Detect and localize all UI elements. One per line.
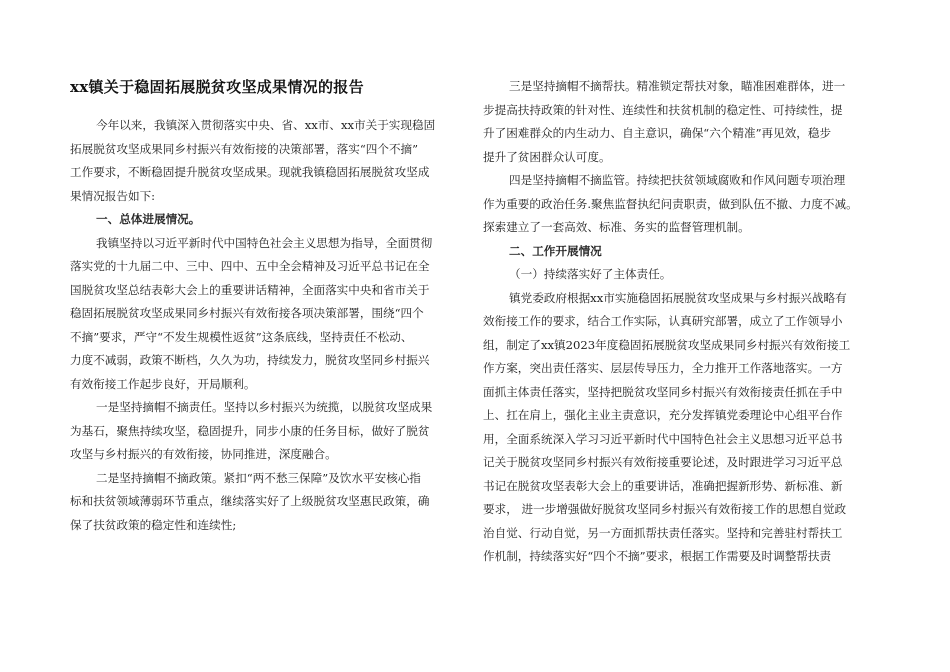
text-line: 上、扛在肩上，强化主业主责意识，充分发挥镇党委理论中心组平台作: [483, 408, 843, 422]
section-heading: 一、总体进展情况。: [96, 212, 201, 226]
text-line: 国脱贫攻坚总结表彰大会上的重要讲话精神，全面落实中央和省市关于: [70, 282, 430, 297]
text-line: 组，制定了xx镇2023年度稳固拓展脱贫攻坚成果同乡村振兴有效衔接工: [483, 337, 851, 352]
text-line: 效衔接工作的要求，结合工作实际，认真研究部署，成立了工作领导小: [483, 314, 843, 328]
text-line: 镇党委政府根据xx市实施稳固拓展脱贫攻坚成果与乡村振兴战略有: [509, 290, 847, 305]
right-body-text: [483, 75, 863, 569]
text-line: 作为重要的政治任务.聚焦监督执纪问责职责，做到队伍不撤、力度不减。: [483, 196, 858, 211]
text-line: 记关于脱贫攻坚同乡村振兴有效衔接重要论述，及时跟进学习习近平总: [483, 455, 843, 469]
text-line: 工作要求，不断稳固提升脱贫攻坚成果。现就我镇稳固拓展脱贫攻坚成: [70, 165, 430, 179]
text-line: 步提高扶持政策的针对性、连续性和扶贫机制的稳定性、可持续性，提: [483, 102, 843, 117]
text-line: 要求， 进一步增强做好脱贫攻坚同乡村振兴有效衔接工作的思想自觉政: [483, 502, 847, 516]
text-line: 力度不减弱，政策不断档，久久为功，持续发力，脱贫攻坚同乡村振兴: [70, 353, 430, 367]
text-line: 稳固拓展脱贫攻坚成果同乡村振兴有效衔接各项决策部署，围绕“四个: [70, 306, 424, 320]
text-line: 二是坚持摘帽不摘政策。紧扣“两不愁三保障”及饮水平安核心指: [96, 470, 421, 485]
text-line: 我镇坚持以习近平新时代中国特色社会主义思想为指导，全面贯彻: [96, 235, 433, 250]
text-line: 今年以来，我镇深入贯彻落实中央、省、xx市、xx市关于实现稳固: [96, 118, 436, 132]
text-line: 三是坚持摘帽不摘帮扶。精准锁定帮扶对象，瞄准困难群体，进一: [509, 79, 846, 93]
text-line: 书记在脱贫攻坚表彰大会上的重要讲话，准确把握新形势、新标准、新: [483, 478, 843, 493]
text-line: 拓展脱贫攻坚成果同乡村振兴有效衔接的决策部署，落实“四个不摘”: [70, 141, 419, 156]
text-line: （一）持续落实好了主体责任。: [509, 267, 672, 281]
text-line: 提升了贫困群众认可度。: [483, 149, 611, 164]
section-heading: 二、工作开展情况: [509, 243, 602, 258]
text-line: 为基石，聚焦持续攻坚，稳固提升，同步小康的任务目标，做好了脱贫: [70, 423, 430, 438]
text-line: 用，全面系统深入学习习近平新时代中国特色社会主义思想习近平总书: [483, 431, 843, 446]
text-line: 探索建立了一套高效、标准、务实的监督管理机制。: [483, 220, 750, 234]
text-line: 四是坚持摘帽不摘监管。持续把扶贫领域腐败和作风问题专项治理: [509, 173, 846, 187]
report-title: xx镇关于稳固拓展脱贫攻坚成果情况的报告: [70, 78, 364, 96]
text-line: 治自觉、行动自觉，另一方面抓帮扶责任落实。坚持和完善驻村帮扶工: [483, 525, 843, 540]
left-body-text: [70, 114, 450, 537]
text-line: 标和扶贫领域薄弱环节重点，继续落实好了上级脱贫攻坚惠民政策，确: [70, 494, 430, 508]
text-line: 保了扶贫政策的稳定性和连续性;: [70, 517, 237, 532]
text-line: 落实党的十九届二中、三中、四中、五中全会精神及习近平总书记在全: [70, 259, 430, 273]
text-line: 果情况报告如下:: [70, 188, 156, 203]
text-line: 作方案，突出责任落实、层层传导压力，全力推开工作落地落实。一方: [483, 361, 843, 375]
text-line: 一是坚持摘帽不摘责任。坚持以乡村振兴为统揽，以脱贫攻坚成果: [96, 400, 433, 414]
text-line: 有效衔接工作起步良好，开局顺利。: [70, 376, 256, 391]
text-line: 攻坚与乡村振兴的有效衔接，协同推进，深度融合。: [70, 447, 337, 461]
text-line: 不摘”要求，严守“不发生规模性返贫”这条底线，坚持责任不松动、: [70, 329, 413, 344]
text-line: 作机制，持续落实好“四个不摘”要求，根据工作需要及时调整帮扶责: [483, 549, 832, 563]
text-line: 升了困难群众的内生动力、自主意识，确保“六个精准”再见效，稳步: [483, 126, 832, 140]
text-line: 面抓主体责任落实，坚持把脱贫攻坚同乡村振兴有效衔接责任抓在手中: [483, 384, 843, 399]
